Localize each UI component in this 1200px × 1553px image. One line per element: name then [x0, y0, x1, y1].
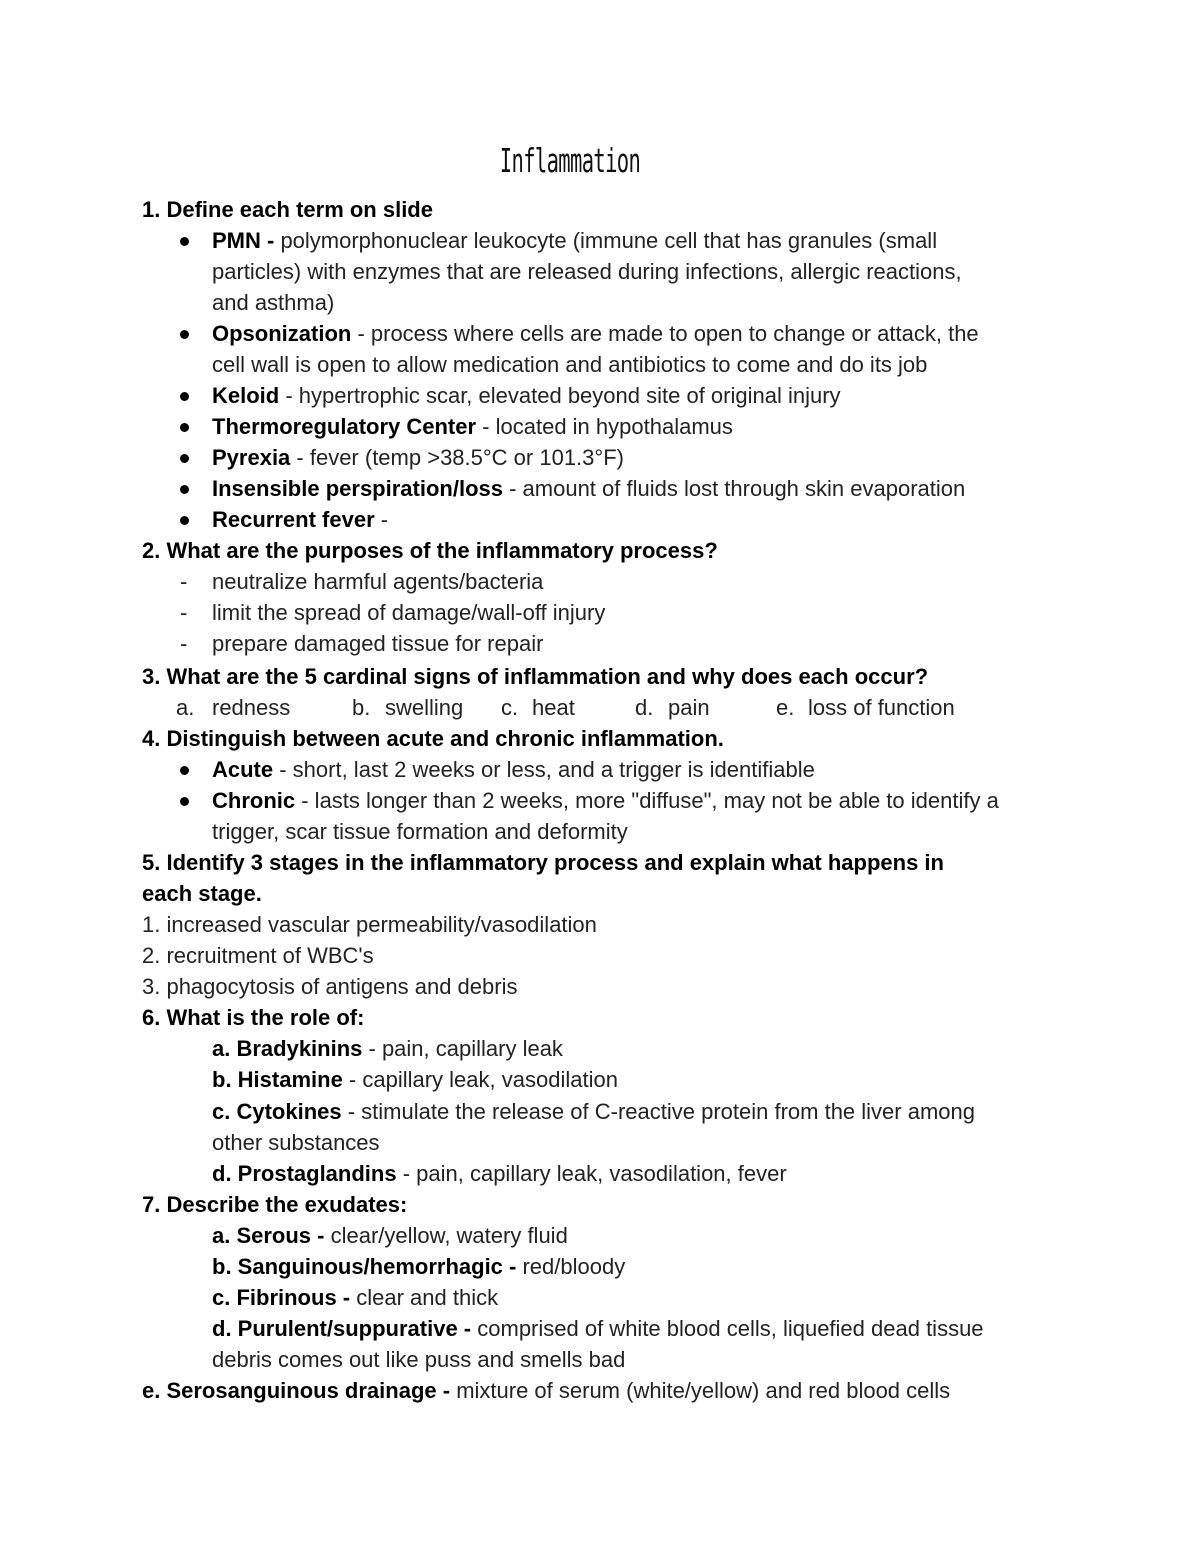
list-item: limit the spread of damage/wall-off injury — [212, 600, 606, 625]
question-4-heading: 4. Distinguish between acute and chronic inflammation. — [142, 726, 724, 751]
term-opsonization: Opsonization - process where cells are made to open to change or attack, the — [212, 321, 979, 346]
page-title: Inflammation — [499, 141, 641, 180]
role-cytokines: c. Cytokines - stimulate the release of C-reactive protein from the liver among — [212, 1099, 975, 1124]
term-keloid: Keloid - hypertrophic scar, elevated beyond site of original injury — [212, 383, 841, 408]
term-pyrexia: Pyrexia - fever (temp >38.5°C or 101.3°F) — [212, 445, 624, 470]
sign-letter: e. — [776, 695, 795, 720]
exudate-serous: a. Serous - clear/yellow, watery fluid — [212, 1223, 568, 1248]
sign-text: redness — [212, 695, 291, 720]
term-pmn-cont: particles) with enzymes that are released during infections, allergic reactions, — [212, 259, 962, 284]
role-prostaglandins: d. Prostaglandins - pain, capillary leak, vasodilation, fever — [212, 1161, 787, 1186]
term-acute: Acute - short, last 2 weeks or less, and a trigger is identifiable — [212, 757, 815, 782]
bullet-icon — [180, 392, 189, 401]
sign-text: swelling — [385, 695, 464, 720]
exudate-serosanguinous: e. Serosanguinous drainage - mixture of serum (white/yellow) and red blood cells — [142, 1378, 951, 1403]
stage-item: 2. recruitment of WBC's — [142, 943, 374, 968]
term-recurrent-fever: Recurrent fever - — [212, 507, 389, 532]
dash-icon: - — [180, 569, 188, 594]
sign-letter: d. — [635, 695, 654, 720]
sign-letter: b. — [352, 695, 371, 720]
sign-letter: c. — [501, 695, 519, 720]
role-histamine: b. Histamine - capillary leak, vasodilation — [212, 1067, 618, 1092]
bullet-icon — [180, 423, 189, 432]
exudate-purulent-cont: debris comes out like puss and smells bad — [212, 1347, 626, 1372]
sign-text: pain — [668, 695, 710, 720]
exudate-sanguinous: b. Sanguinous/hemorrhagic - red/bloody — [212, 1254, 626, 1279]
term-opsonization-cont: cell wall is open to allow medication and antibiotics to come and do its job — [212, 352, 928, 377]
question-6-heading: 6. What is the role of: — [142, 1005, 365, 1030]
bullet-icon — [180, 485, 189, 494]
bullet-icon — [180, 454, 189, 463]
bullet-icon — [180, 330, 189, 339]
list-item: neutralize harmful agents/bacteria — [212, 569, 544, 594]
question-2-heading: 2. What are the purposes of the inflammatory process? — [142, 538, 718, 563]
list-item: prepare damaged tissue for repair — [212, 631, 544, 656]
bullet-icon — [180, 766, 189, 775]
dash-icon: - — [180, 600, 188, 625]
role-cytokines-cont: other substances — [212, 1130, 380, 1155]
sign-text: loss of function — [808, 695, 955, 720]
exudate-fibrinous: c. Fibrinous - clear and thick — [212, 1285, 499, 1310]
question-5-heading-cont: each stage. — [142, 881, 262, 906]
term-pmn: PMN - polymorphonuclear leukocyte (immune cell that has granules (small — [212, 228, 938, 253]
question-1-heading: 1. Define each term on slide — [142, 197, 433, 222]
question-5-heading: 5. Identify 3 stages in the inflammatory process and explain what happens in — [142, 850, 944, 875]
term-chronic: Chronic - lasts longer than 2 weeks, more "diffuse", may not be able to identify a — [212, 788, 999, 813]
exudate-purulent: d. Purulent/suppurative - comprised of white blood cells, liquefied dead tissue — [212, 1316, 984, 1341]
question-7-heading: 7. Describe the exudates: — [142, 1192, 408, 1217]
dash-icon: - — [180, 631, 188, 656]
bullet-icon — [180, 237, 189, 246]
term-thermoregulatory-center: Thermoregulatory Center - located in hypothalamus — [212, 414, 733, 439]
term-chronic-cont: trigger, scar tissue formation and deformity — [212, 819, 628, 844]
bullet-icon — [180, 797, 189, 806]
bullet-icon — [180, 516, 189, 525]
term-pmn-cont: and asthma) — [212, 290, 335, 315]
stage-item: 1. increased vascular permeability/vasodilation — [142, 912, 597, 937]
question-3-heading: 3. What are the 5 cardinal signs of inflammation and why does each occur? — [142, 664, 929, 689]
term-insensible-perspiration: Insensible perspiration/loss - amount of fluids lost through skin evaporation — [212, 476, 966, 501]
sign-text: heat — [532, 695, 575, 720]
role-bradykinins: a. Bradykinins - pain, capillary leak — [212, 1036, 563, 1061]
sign-letter: a. — [176, 695, 195, 720]
stage-item: 3. phagocytosis of antigens and debris — [142, 974, 518, 999]
